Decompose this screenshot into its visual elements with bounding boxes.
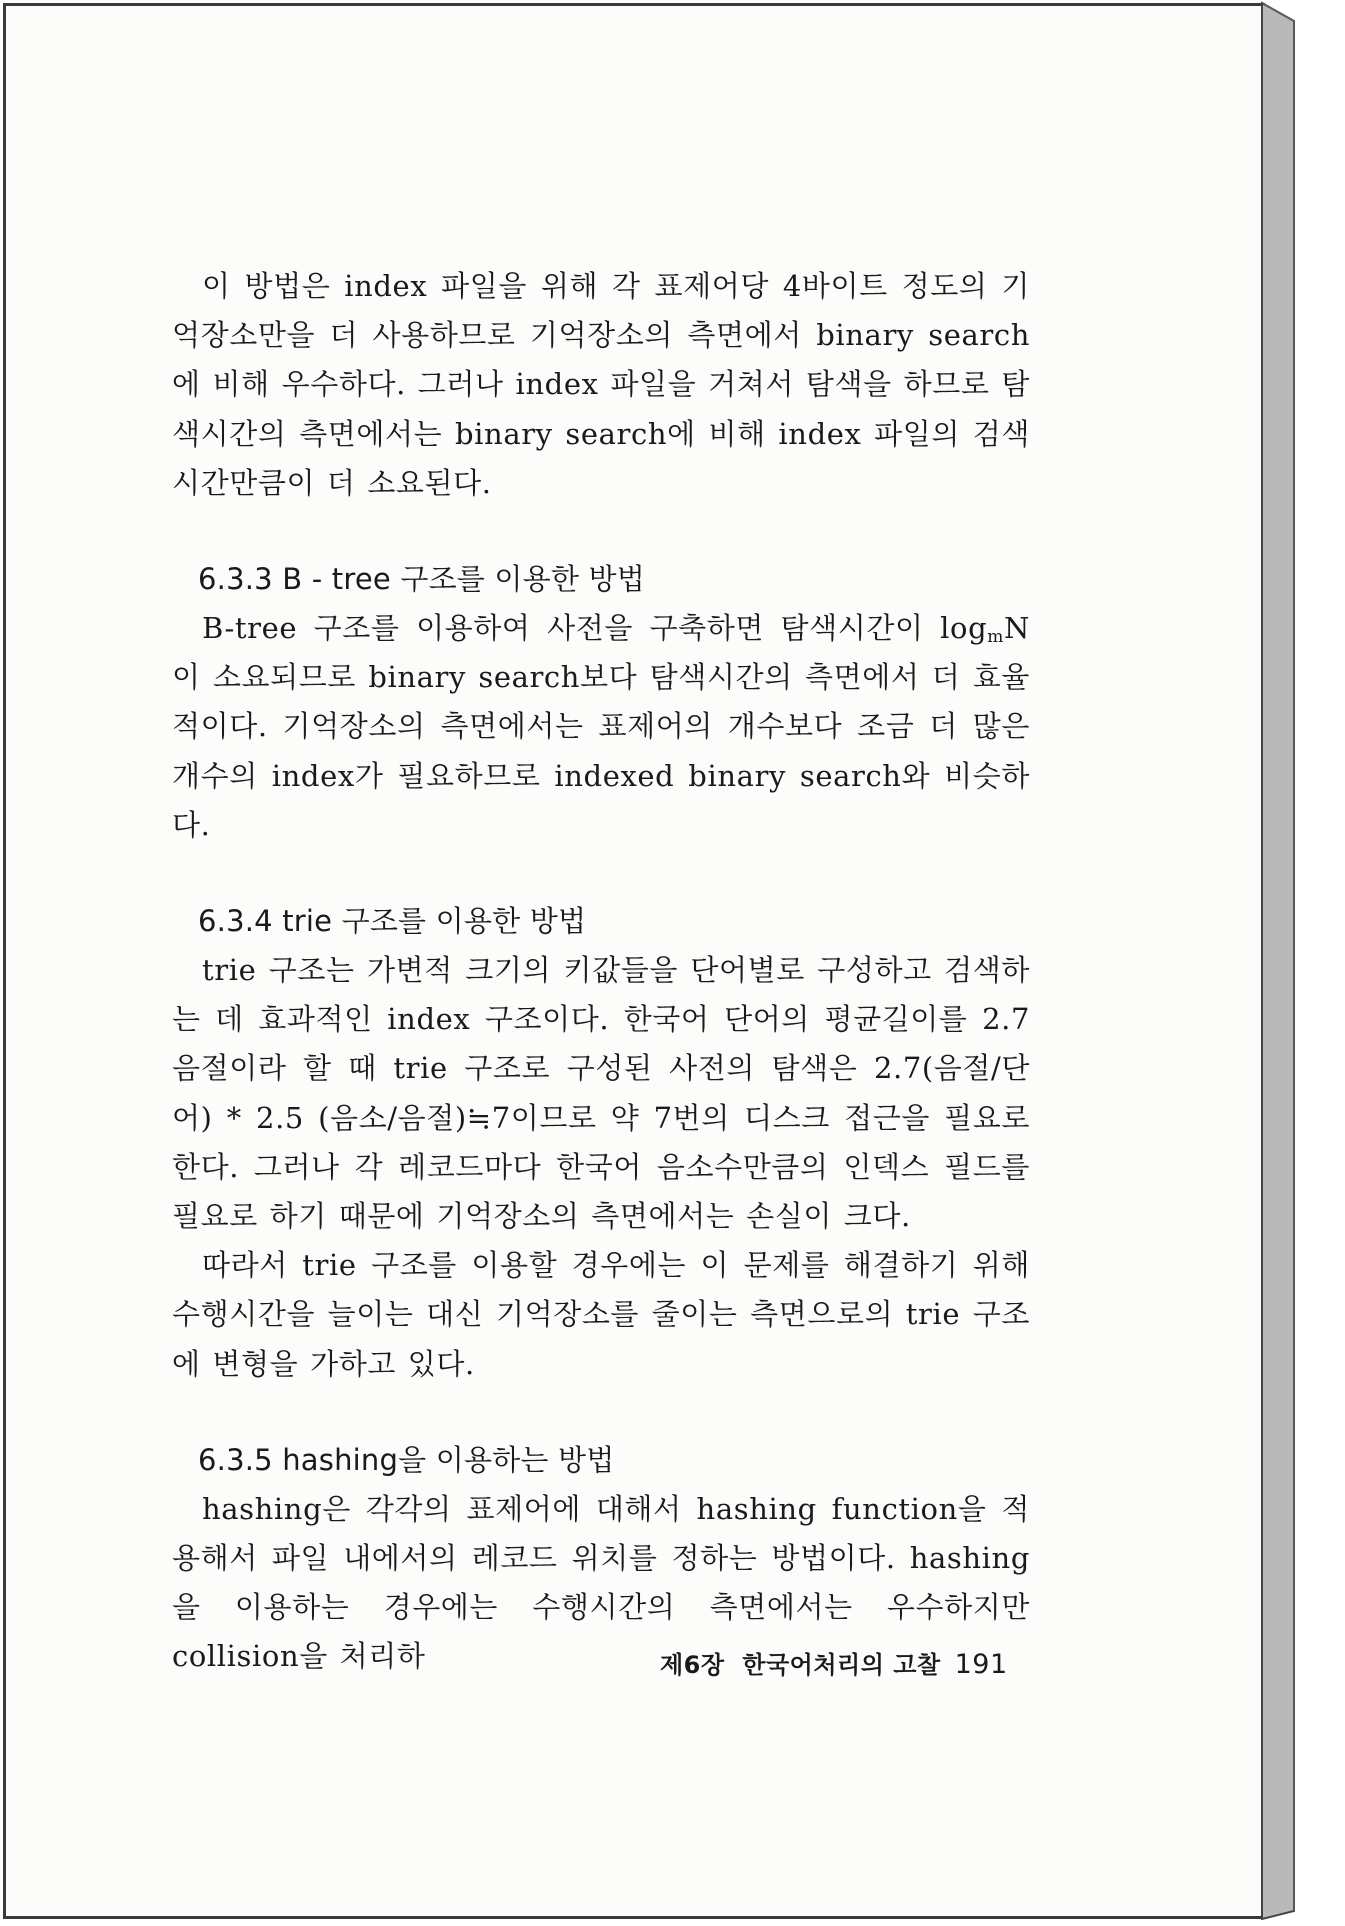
chapter-title: 제6장 한국어처리의 고찰 (660, 1651, 941, 1679)
subscript-m: m (987, 627, 1005, 648)
section-paragraph-text: N이 소요되므로 binary search보다 탐색시간의 측면에서 더 효율적이다. 기억장소의 측면에서는 표제어의 개수보다 조금 더 많은 개수의 index가 필요하므로 indexed binary search와 비슷하다. (172, 611, 1030, 842)
section-6-3-4 (172, 897, 1030, 1389)
page-footer (660, 1645, 1008, 1680)
section-paragraph-text: B-tree 구조를 이용하여 사전을 구축하면 탐색시간이 log (202, 611, 988, 646)
section-6-3-3 (172, 555, 1030, 850)
section-heading: 6.3.3 B - tree 구조를 이용한 방법 (198, 562, 645, 597)
section-paragraph: 따라서 trie 구조를 이용할 경우에는 이 문제를 해결하기 위해 수행시간을 늘이는 대신 기억장소를 줄이는 측면으로의 trie 구조에 변형을 가하고 있다. (172, 1248, 1030, 1381)
section-heading: 6.3.4 trie 구조를 이용한 방법 (198, 904, 587, 939)
section-paragraph: trie 구조는 가변적 크기의 키값들을 단어별로 구성하고 검색하는 데 효과적인 index 구조이다. 한국어 단어의 평균길이를 2.7음절이라 할 때 trie 구조로 구성된 사전의 탐색은 2.7(음절/단어) * 2.5 (음소/음절)≒7이므로 약 7번의 디스크 접근을 필요로 한다. 그러나 각 레코드마다 한국어 음소수만큼의 인덱스 필드를 필요로 하기 때문에 기억장소의 측면에서는 손실이 크다. (172, 953, 1030, 1234)
page-number: 191 (954, 1649, 1008, 1680)
section-heading: 6.3.5 hashing을 이용하는 방법 (198, 1442, 615, 1477)
intro-paragraph: 이 방법은 index 파일을 위해 각 표제어당 4바이트 정도의 기억장소만을 더 사용하므로 기억장소의 측면에서 binary search에 비해 우수하다. 그러나 index 파일을 거쳐서 탐색을 하므로 탐색시간의 측면에서는 binary search에 비해 index 파일의 검색시간만큼이 더 소요된다. (172, 269, 1030, 500)
page-content (172, 262, 1030, 1682)
section-paragraph (172, 604, 1030, 850)
page-edge-shape (1262, 3, 1342, 1923)
section-paragraph: hashing은 각각의 표제어에 대해서 hashing function을 적용해서 파일 내에서의 레코드 위치를 정하는 방법이다. hashing을 이용하는 경우에는 수행시간의 측면에서는 우수하지만 collision을 처리하 (172, 1491, 1030, 1674)
